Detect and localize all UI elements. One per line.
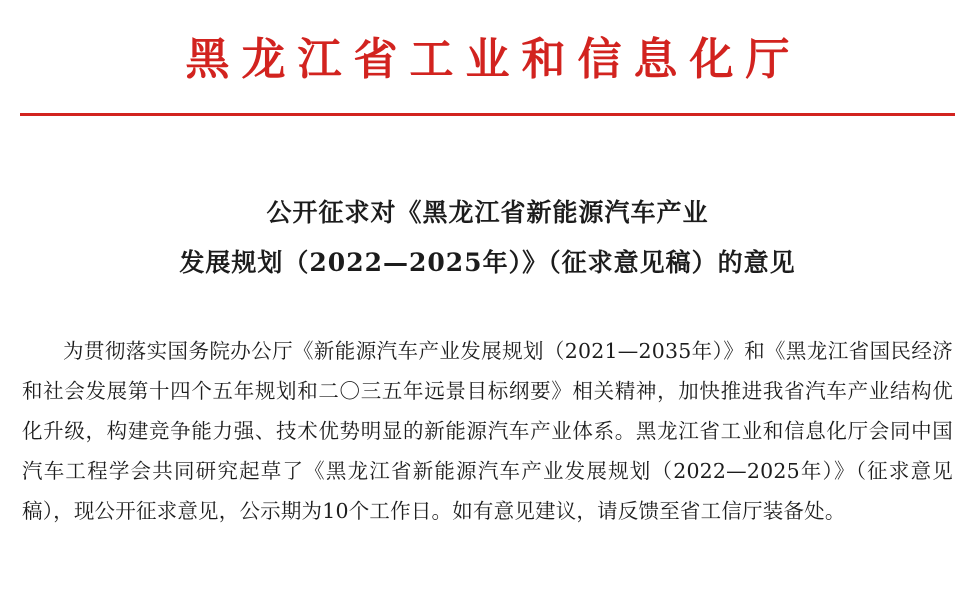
document-title-line-2: 发展规划（2022—2025年）》（征求意见稿）的意见 bbox=[179, 247, 796, 277]
document-body bbox=[22, 332, 953, 532]
document-title bbox=[0, 188, 975, 288]
masthead bbox=[0, 0, 975, 87]
document-title-line-1: 公开征求对《黑龙江省新能源汽车产业 bbox=[266, 197, 709, 227]
body-paragraph-1: 为贯彻落实国务院办公厅《新能源汽车产业发展规划（2021—2035年）》和《黑龙江省国民经济和社会发展第十四个五年规划和二〇三五年远景目标纲要》相关精神，加快推进我省汽车产业结构优化升级，构建竞争能力强、技术优势明显的新能源汽车产业体系。黑龙江省工业和信息化厅会同中国汽车工程学会共同研究起草了《黑龙江省新能源汽车产业发展规划（2022—2025年）》（征求意见稿），现公开征求意见，公示期为10个工作日。如有意见建议，请反馈至省工信厅装备处。 bbox=[22, 338, 953, 523]
issuing-organization-title: 黑龙江省工业和信息化厅 bbox=[185, 34, 802, 85]
masthead-divider bbox=[20, 113, 955, 116]
